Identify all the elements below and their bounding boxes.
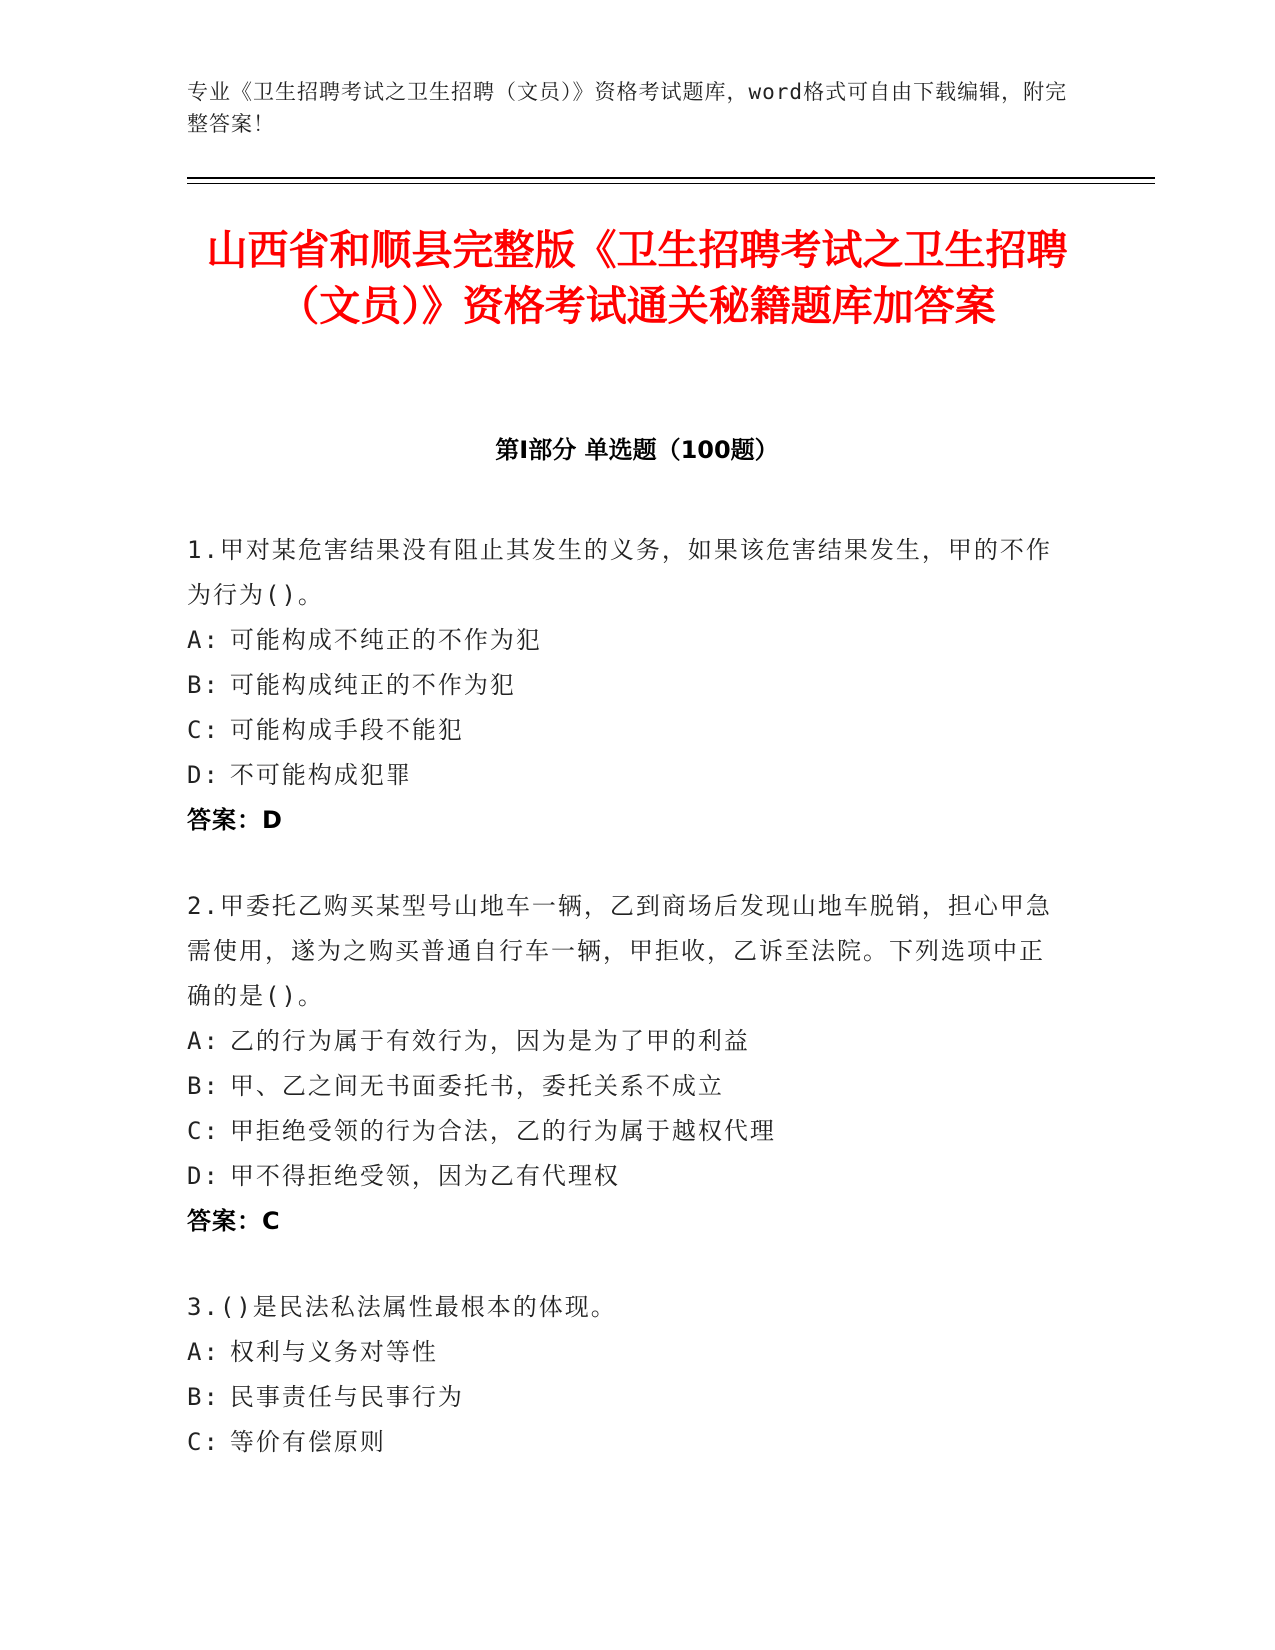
option-b	[187, 663, 1067, 708]
option-c	[187, 1420, 1067, 1465]
option-text: 甲不得拒绝受领，因为乙有代理权	[229, 1162, 620, 1190]
answer-line: 答案：D	[187, 806, 283, 834]
option-letter: B:	[187, 1383, 220, 1411]
question-1	[187, 528, 1067, 843]
document-title: 山西省和顺县完整版《卫生招聘考试之卫生招聘（文员）》资格考试通关秘籍题库加答案	[206, 226, 1068, 330]
option-b	[187, 1064, 1067, 1109]
header-note: 专业《卫生招聘考试之卫生招聘（文员）》资格考试题库，word格式可自由下载编辑，附完整答案！	[187, 80, 1068, 136]
option-d	[187, 1154, 1067, 1199]
option-letter: C:	[187, 1428, 220, 1456]
option-letter: B:	[187, 671, 220, 699]
option-c	[187, 708, 1067, 753]
option-c	[187, 1109, 1067, 1154]
question-stem: 1.甲对某危害结果没有阻止其发生的义务，如果该危害结果发生，甲的不作为行为()。	[187, 536, 1052, 609]
option-a	[187, 1019, 1067, 1064]
answer-line: 答案：C	[187, 1207, 281, 1235]
option-text: 甲拒绝受领的行为合法，乙的行为属于越权代理	[229, 1117, 776, 1145]
option-d	[187, 753, 1067, 798]
option-text: 不可能构成犯罪	[229, 761, 412, 789]
option-text: 权利与义务对等性	[229, 1338, 438, 1366]
option-a	[187, 1330, 1067, 1375]
option-letter: C:	[187, 716, 220, 744]
option-text: 可能构成手段不能犯	[229, 716, 464, 744]
option-text: 乙的行为属于有效行为，因为是为了甲的利益	[229, 1027, 750, 1055]
option-letter: D:	[187, 761, 220, 789]
option-letter: C:	[187, 1117, 220, 1145]
option-b	[187, 1375, 1067, 1420]
question-list	[187, 528, 1067, 1506]
option-letter: B:	[187, 1072, 220, 1100]
header-divider-thin	[187, 183, 1155, 184]
option-text: 等价有偿原则	[229, 1428, 386, 1456]
option-text: 可能构成不纯正的不作为犯	[229, 626, 542, 654]
option-a	[187, 618, 1067, 663]
question-stem: 3.()是民法私法属性最根本的体现。	[187, 1293, 617, 1321]
option-text: 民事责任与民事行为	[229, 1383, 464, 1411]
header-divider-thick	[187, 177, 1155, 179]
option-letter: A:	[187, 1027, 220, 1055]
question-3	[187, 1285, 1067, 1465]
option-letter: A:	[187, 1338, 220, 1366]
option-letter: A:	[187, 626, 220, 654]
question-2	[187, 884, 1067, 1244]
section-heading: 第Ⅰ部分 单选题（100题）	[495, 436, 779, 464]
option-letter: D:	[187, 1162, 220, 1190]
question-stem: 2.甲委托乙购买某型号山地车一辆，乙到商场后发现山地车脱销，担心甲急需使用，遂为之购买普通自行车一辆，甲拒收，乙诉至法院。下列选项中正确的是()。	[187, 892, 1052, 1010]
option-text: 可能构成纯正的不作为犯	[229, 671, 516, 699]
option-text: 甲、乙之间无书面委托书，委托关系不成立	[229, 1072, 724, 1100]
